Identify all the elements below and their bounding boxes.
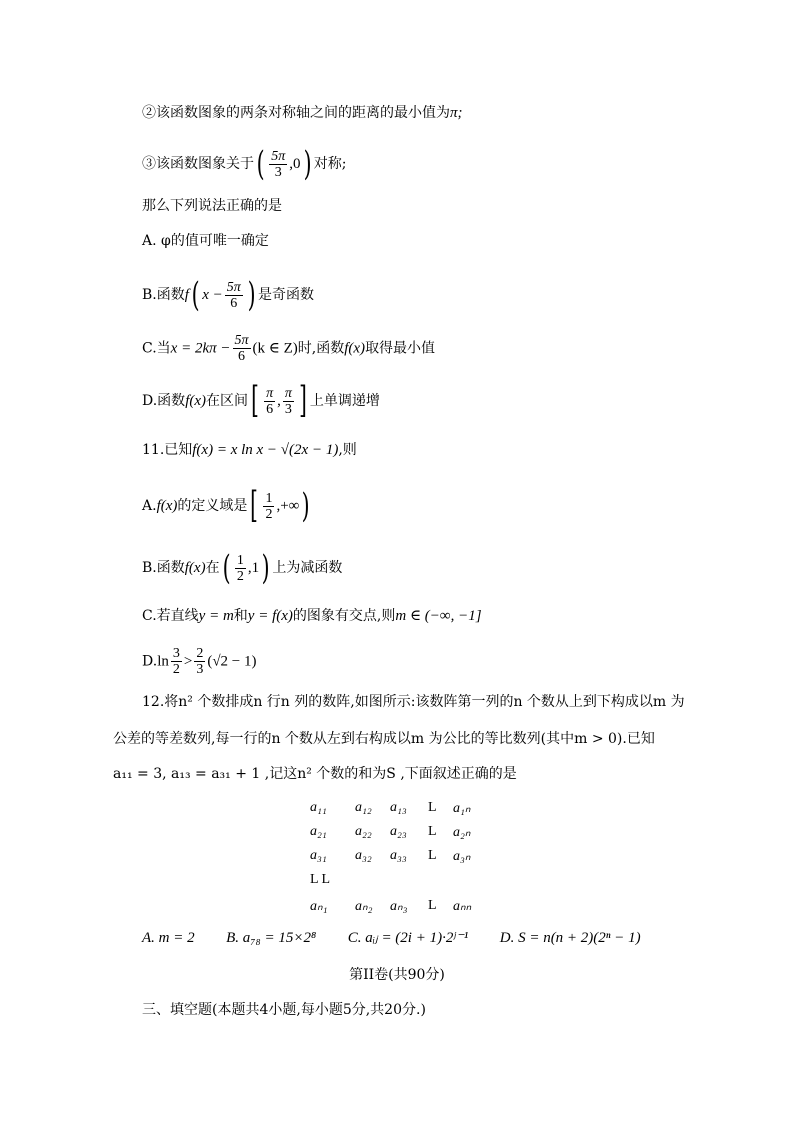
question-prompt: 那么下列说法正确的是 [142, 198, 282, 214]
option-b-11 [142, 548, 343, 588]
matrix-row [310, 824, 510, 848]
frac-den: 6 [230, 295, 238, 311]
d10-post: 上单调递增 [309, 393, 380, 409]
question-12-line3: a₁₁ = 3, a₁₃ = a₃₁ + 1 ,记这n² 个数的和为S ,下面叙述正确的是 [113, 766, 517, 782]
number-matrix [310, 800, 510, 922]
option-c-12: C. aᵢⱼ = (2i + 1)·2ʲ⁻¹ [347, 930, 469, 946]
item3-text: ③该函数图象关于 [142, 156, 254, 172]
b10-f: f [184, 287, 189, 303]
frac-num: π [284, 385, 292, 401]
left-paren-icon: ( [256, 144, 265, 184]
matrix-cell: a₃₃ [390, 848, 407, 863]
matrix-cell: aₙₙ [453, 899, 472, 914]
left-paren-icon: ( [222, 548, 231, 588]
b11-post: 上为减函数 [272, 560, 343, 576]
c11-y2: y = f(x) [247, 608, 293, 624]
option-b-10 [142, 275, 314, 315]
matrix-cell: L [428, 848, 437, 863]
a11-tail: ,+∞ [276, 498, 300, 514]
frac-num: 5π [234, 333, 249, 348]
frac-num: 3 [172, 646, 180, 661]
matrix-row [310, 872, 510, 898]
c11-mid: 的图象有交点,则 [292, 608, 396, 624]
b10-x: x − [202, 287, 223, 303]
a11-mid: 的定义域是 [177, 498, 248, 514]
matrix-cell: aₙ₃ [390, 899, 408, 914]
c10-cond: (k ∈ Z) [252, 340, 298, 357]
frac-num: 5π [271, 148, 286, 164]
option-item-3 [142, 144, 347, 184]
b10-pre: B.函数 [142, 287, 185, 303]
option-a-11 [142, 485, 313, 526]
matrix-cell: a₂ₙ [453, 825, 471, 840]
section-title-2: 第II卷(共90分) [349, 967, 445, 983]
frac-num: 2 [196, 646, 204, 661]
q11-post: ,则 [338, 442, 357, 458]
q11-expr: f(x) = x ln x − √(2x − 1) [192, 442, 339, 458]
frac-den: 2 [265, 506, 273, 522]
frac-num: π [266, 385, 274, 401]
item2-pi: π; [450, 105, 463, 121]
b10-post: 是奇函数 [258, 287, 314, 303]
b11-fx: f(x) [184, 560, 206, 576]
matrix-cell: L [428, 800, 437, 815]
option-b-12: B. a₇₈ = 15×2⁸ [226, 930, 317, 946]
option-d-10: D.函数f(x)在区间[ $\frac{\pi}{6}$ , $\frac{\pi}{3}$ ] 上单调递增 [142, 380, 380, 421]
matrix-cell: a₂₂ [355, 824, 372, 839]
left-paren-icon: ( [191, 275, 200, 315]
c11-set: m ∈ (−∞, −1] [395, 608, 482, 624]
frac-den: 3 [284, 401, 292, 417]
frac-den: 2 [172, 662, 180, 677]
a11-fx: f(x) [156, 498, 178, 514]
frac-den: 3 [274, 164, 282, 180]
c10-eq: x = 2kπ − [170, 340, 231, 357]
d10-mid: 在区间 [206, 393, 249, 409]
option-d-11 [142, 646, 257, 677]
question-12-line2: 公差的等差数列,每一行的n 个数从左到右构成以m 为公比的等比数列(其中m > 0).已知 [113, 731, 655, 747]
c11-and: 和 [233, 608, 248, 624]
item3-after: ,0 [289, 156, 301, 172]
frac-den: 6 [238, 349, 245, 364]
fraction [263, 491, 274, 522]
right-paren-icon: ) [247, 275, 256, 315]
frac-num: 1 [265, 490, 273, 506]
matrix-cell: a₃ₙ [453, 849, 471, 864]
option-item-2 [142, 103, 463, 123]
right-paren-icon: ) [301, 486, 310, 526]
fraction [269, 149, 287, 180]
q11-pre: 11.已知 [142, 442, 193, 458]
d11-gt: > [183, 653, 193, 670]
b11-pre: B.函数 [142, 560, 185, 576]
frac-num: 5π [226, 279, 241, 295]
matrix-cell: a₁₂ [355, 800, 372, 815]
c10-mid: 时,函数 [297, 340, 345, 357]
left-bracket-icon: [ [250, 485, 259, 526]
b11-mid: 在 [205, 560, 220, 576]
option-a-12: A. m = 2 [142, 930, 195, 946]
matrix-cell: L L [310, 872, 331, 887]
fraction [225, 280, 243, 311]
frac-den: 6 [266, 401, 274, 417]
d10-pre: D.函数 [142, 393, 186, 409]
c11-y1: y = m [198, 608, 234, 624]
fraction [171, 646, 182, 677]
d11-tail: (√2 − 1) [207, 653, 257, 670]
section-title-3: 三、填空题(本题共4小题,每小题5分,共20分.) [142, 1002, 426, 1018]
matrix-row [310, 800, 510, 824]
fraction [264, 386, 275, 417]
c10-post: 取得最小值 [365, 340, 436, 357]
frac-den: 2 [236, 568, 244, 584]
matrix-cell: a₃₁ [310, 848, 327, 863]
item2-text: ②该函数图象的两条对称轴之间的距离的最小值为 [142, 105, 450, 121]
a11-pre: A. [142, 498, 157, 514]
matrix-cell: a₁₁ [310, 800, 327, 815]
frac-den: 3 [196, 662, 204, 677]
matrix-cell: aₙ₂ [355, 899, 373, 914]
matrix-row [310, 848, 510, 872]
option-c-10 [142, 333, 435, 364]
matrix-cell: a₂₃ [390, 824, 407, 839]
matrix-row [310, 898, 510, 922]
right-bracket-icon: ] [299, 380, 307, 421]
item3-post: 对称; [313, 156, 347, 172]
fraction [235, 553, 246, 584]
matrix-cell: a₁ₙ [453, 801, 471, 816]
matrix-cell: a₁₃ [390, 800, 407, 815]
c10-fx: f(x) [344, 340, 366, 357]
right-paren-icon: ) [261, 548, 270, 588]
d11-ln: ln [157, 653, 169, 670]
matrix-cell: a₃₂ [355, 848, 372, 863]
fraction [233, 333, 251, 364]
matrix-cell: L [428, 824, 437, 839]
matrix-cell: aₙ₁ [310, 899, 328, 914]
options-12 [142, 928, 641, 948]
b11-tail: ,1 [247, 560, 260, 576]
left-bracket-icon: [ [251, 380, 259, 421]
c11-pre: C.若直线 [142, 608, 199, 624]
fraction [283, 386, 294, 417]
right-paren-icon: ) [303, 144, 312, 184]
matrix-cell: L [428, 898, 437, 913]
question-11 [142, 440, 357, 460]
d10-fx: f(x) [185, 393, 207, 409]
d11-pre: D. [142, 653, 158, 670]
option-c-11 [142, 606, 482, 626]
c10-pre: C.当 [142, 340, 171, 357]
option-a-10: A. φ的值可唯一确定 [142, 233, 269, 249]
option-d-12: D. S = n(n + 2)(2ⁿ − 1) [499, 930, 641, 946]
question-12-line1: 12.将n² 个数排成n 行n 列的数阵,如图所示:该数阵第一列的n 个数从上到下构成以m 为 [142, 694, 685, 710]
fraction [194, 646, 205, 677]
frac-num: 1 [236, 552, 244, 568]
matrix-cell: a₂₁ [310, 824, 327, 839]
